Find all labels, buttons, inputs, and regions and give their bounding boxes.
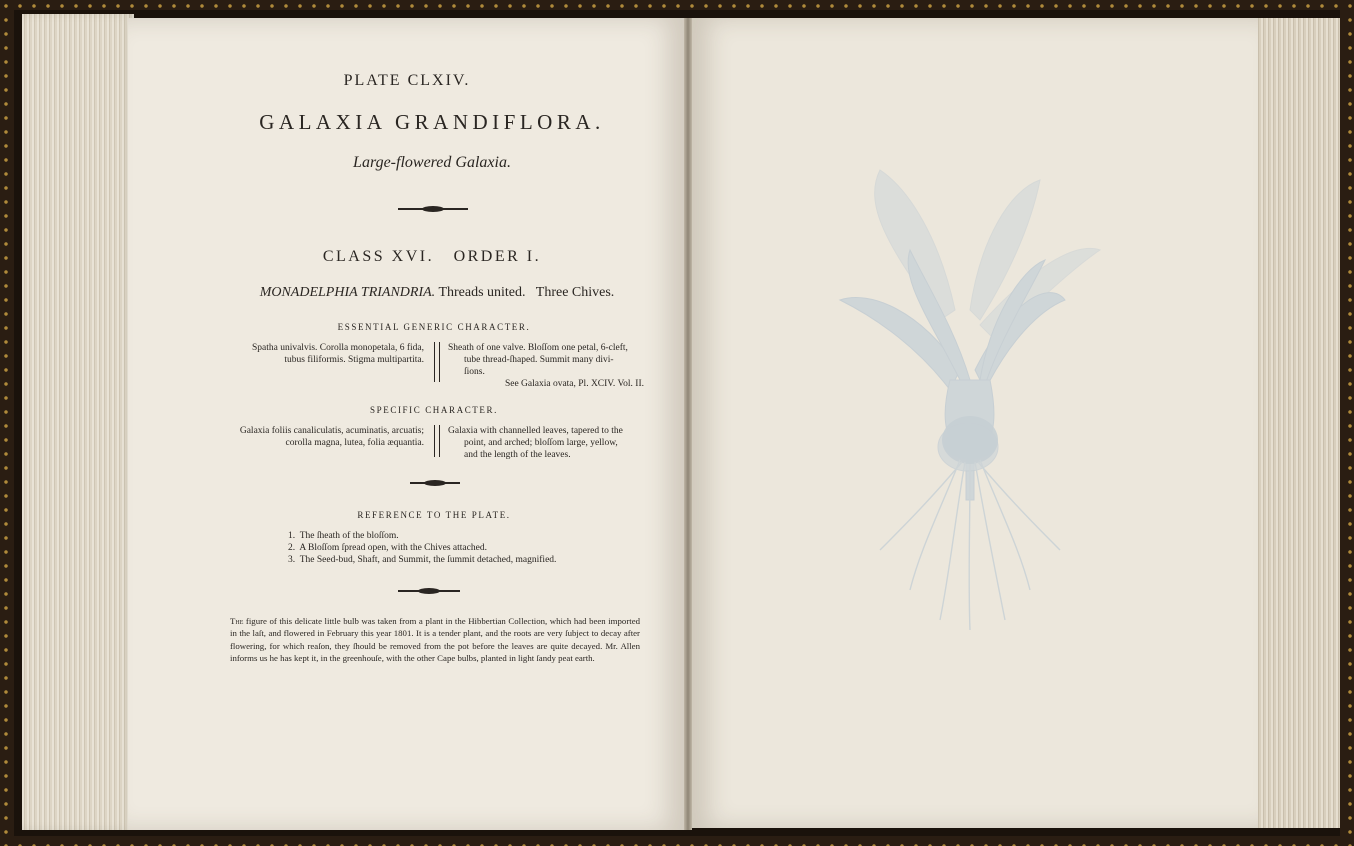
reference-item: 1. The ſheath of the bloſſom. <box>288 531 399 541</box>
essential-english-text <box>448 342 644 390</box>
essential-english-line: ſions. <box>464 367 485 377</box>
reference-list <box>288 530 556 566</box>
description-text: figure of this delicate little bulb was taken from a plant in the Hibbertian Collection, which had been imported in the laſt, and flowered in February this year 1801. It is a tender plant, and the roots are very ſubject to decay after flowering, for which reaſon, they ſhould be removed from the pot before the leaves are quite decayed. Mr. Allen informs us he has kept it, in the greenhouſe, with the other Cape bulbs, planted in light ſandy peat earth. <box>230 616 640 664</box>
ornamental-rule-icon <box>398 590 460 592</box>
specific-latin-line: Galaxia foliis canaliculatis, acuminatis, arcuatis; <box>239 426 424 436</box>
essential-english-line: See Galaxia ovata, Pl. XCIV. Vol. II. <box>504 379 644 389</box>
specific-english-line: Galaxia with channelled leaves, tapered to the <box>448 426 623 436</box>
plate-number: PLATE CLXIV. <box>343 72 471 89</box>
essential-latin-line: tubus filiformis. Stigma multipartita. <box>284 355 424 365</box>
class-order-heading: CLASS XVI. ORDER I. <box>322 248 542 265</box>
essential-latin-line: Spatha univalvis. Corolla monopetala, 6 fida, <box>251 343 424 353</box>
faded-plant-illustration-icon <box>820 150 1120 740</box>
specific-latin-text <box>228 425 424 449</box>
column-divider <box>434 342 440 382</box>
specific-english-text <box>448 425 644 461</box>
essential-english-line: tube thread-ſhaped. Summit many divi- <box>464 355 614 365</box>
reference-item: 2. A Bloſſom ſpread open, with the Chives attached. <box>288 543 487 553</box>
reference-heading: REFERENCE TO THE PLATE. <box>357 510 511 520</box>
latin-classification: MONADELPHIA TRIANDRIA. <box>259 285 436 300</box>
specific-english-line: point, and arched; bloſſom large, yellow, <box>464 438 618 448</box>
description-paragraph <box>230 615 640 665</box>
essential-latin-text <box>228 342 424 366</box>
ornamental-rule-icon <box>398 208 468 210</box>
left-page <box>128 18 686 830</box>
left-page-edges <box>22 14 134 830</box>
english-classification: Threads united. Three Chives. <box>438 285 615 300</box>
essential-character-heading: ESSENTIAL GENERIC CHARACTER. <box>337 322 531 332</box>
specific-latin-line: corolla magna, lutea, folia æquantia. <box>285 438 424 448</box>
right-page-edges <box>1256 18 1340 828</box>
book-gutter <box>684 18 692 830</box>
common-name: Large-flowered Galaxia. <box>353 154 511 171</box>
plate-title: GALAXIA GRANDIFLORA. <box>259 110 605 134</box>
column-divider <box>434 425 440 457</box>
specific-english-line: and the length of the leaves. <box>464 450 571 460</box>
classification-line <box>128 285 746 301</box>
specific-character-heading: SPECIFIC CHARACTER. <box>370 405 498 415</box>
reference-item: 3. The Seed-bud, Shaft, and Summit, the ſummit detached, magnified. <box>288 555 557 565</box>
description-lead: The <box>230 616 244 626</box>
essential-english-line: Sheath of one valve. Bloſſom one petal, 6-cleft, <box>448 343 628 353</box>
ornamental-rule-icon <box>410 482 460 484</box>
